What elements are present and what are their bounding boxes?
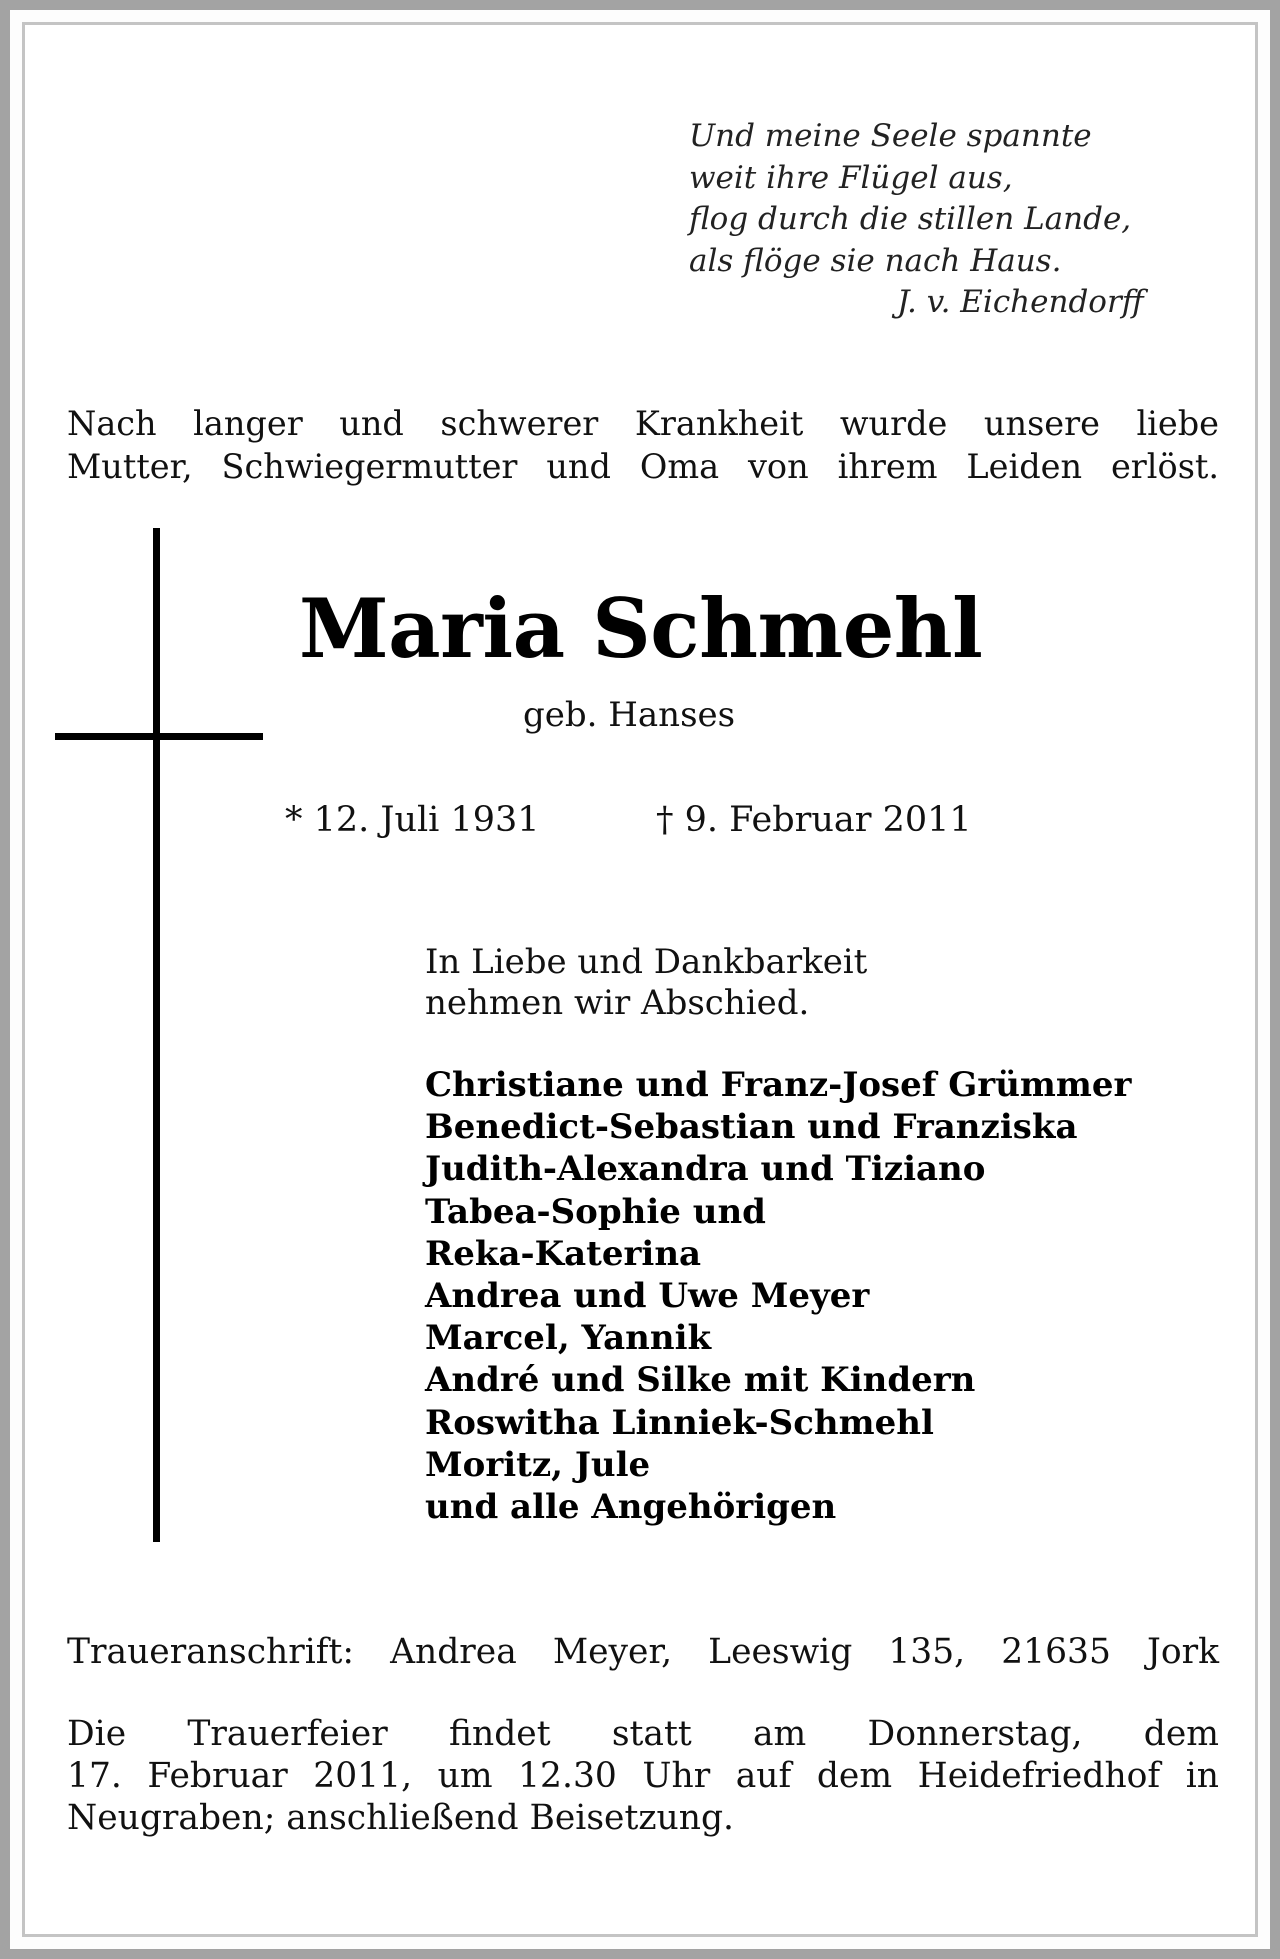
farewell-text	[425, 942, 867, 1024]
poem-quote	[689, 116, 1209, 324]
ceremony-line: Die Trauerfeier findet statt am Donnerstag, dem	[67, 1714, 1219, 1754]
mourner-line: Christiane und Franz-Josef Grümmer	[425, 1065, 1132, 1105]
mourner-line: Andrea und Uwe Meyer	[425, 1276, 870, 1317]
birth-date: * 12. Juli 1931	[285, 800, 540, 840]
mourner-line: Moritz, Jule	[425, 1444, 651, 1485]
mourning-address: Traueranschrift: Andrea Meyer, Leeswig 135, 21635 Jork	[67, 1632, 1219, 1672]
intro-line: Nach langer und schwerer Krankheit wurde unsere liebe	[67, 404, 1219, 443]
mourner-line: André und Silke mit Kindern	[425, 1360, 976, 1401]
poem-author: J. v. Eichendorff	[897, 284, 1144, 320]
mourner-line: Benedict-Sebastian und Franziska	[425, 1107, 1078, 1148]
cross-icon-vertical-bar	[153, 528, 160, 1542]
deceased-name: Maria Schmehl	[299, 582, 983, 677]
intro-text	[67, 402, 1219, 488]
farewell-line: In Liebe und Dankbarkeit	[425, 942, 868, 982]
poem-line: weit ihre Flügel aus,	[689, 159, 1013, 196]
ceremony-text	[67, 1713, 1219, 1839]
ceremony-line: 17. Februar 2011, um 12.30 Uhr auf dem Heidefriedhof in	[67, 1756, 1219, 1796]
mourner-line: Judith-Alexandra und Tiziano	[425, 1149, 986, 1190]
mourner-line: und alle Angehörigen	[425, 1487, 837, 1528]
cross-icon-horizontal-bar	[55, 733, 263, 740]
poem-line: Und meine Seele spannte	[689, 118, 1092, 154]
mourners-list	[425, 1064, 1131, 1528]
death-date: † 9. Februar 2011	[656, 800, 972, 840]
poem-line: flog durch die stillen Lande,	[689, 201, 1132, 237]
mourner-line: Reka-Katerina	[425, 1233, 702, 1274]
poem-line: als flöge sie nach Haus.	[689, 242, 1062, 279]
mourner-line: Marcel, Yannik	[425, 1318, 712, 1359]
mourner-line: Tabea-Sophie und	[425, 1191, 766, 1232]
ceremony-line: Neugraben; anschließend Beisetzung.	[67, 1798, 734, 1838]
mourner-line: Roswitha Linniek-Schmehl	[425, 1402, 934, 1443]
maiden-name: geb. Hanses	[523, 695, 736, 735]
farewell-line: nehmen wir Abschied.	[425, 983, 810, 1023]
intro-line: Mutter, Schwiegermutter und Oma von ihrem Leiden erlöst.	[67, 447, 1219, 486]
